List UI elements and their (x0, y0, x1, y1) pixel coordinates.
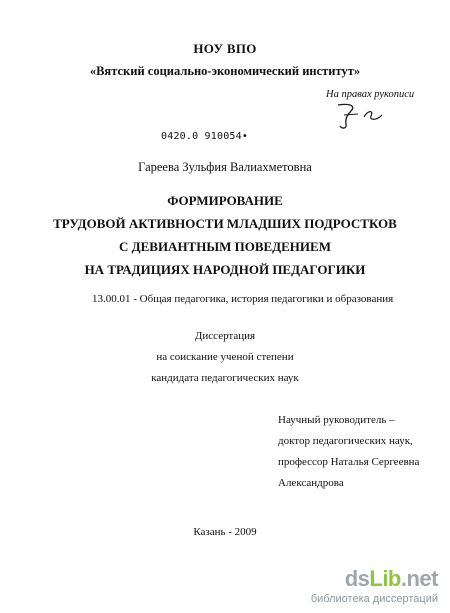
specialty-code: 13.00.01 - Общая педагогика, история педагогики и образования (92, 293, 394, 305)
supervisor-line-2: доктор педагогических наук, (278, 435, 413, 447)
degree-line-3: кандидата педагогических наук (151, 372, 299, 384)
dslib-logo: dsLib.net (344, 566, 438, 591)
title-line-4: НА ТРАДИЦИЯХ НАРОДНОЙ ПЕДАГОГИКИ (84, 262, 366, 277)
city-year: Казань - 2009 (193, 526, 257, 538)
degree-line-2: на соискание ученой степени (156, 351, 294, 363)
title-line-3: С ДЕВИАНТНЫМ ПОВЕДЕНИЕМ (119, 239, 331, 254)
organization-name: НОУ ВПО (193, 41, 257, 56)
supervisor-line-4: Александрова (278, 477, 344, 489)
title-line-1: ФОРМИРОВАНИЕ (167, 193, 283, 208)
author-name: Гареева Зульфия Валиахметовна (138, 160, 312, 174)
institute-name: «Вятский социально-экономический институт» (89, 64, 361, 78)
manuscript-rights-note: На правах рукописи (326, 89, 415, 100)
supervisor-line-1: Научный руководитель – (278, 414, 395, 426)
catalog-code: 0420.0 910054• (161, 131, 249, 142)
dslib-watermark (294, 564, 450, 613)
dslib-subtitle: библиотека диссертаций (310, 593, 438, 605)
title-line-2: ТРУДОВОЙ АКТИВНОСТИ МЛАДШИХ ПОДРОСТКОВ (53, 216, 397, 231)
supervisor-line-3: профессор Наталья Сергеевна (278, 456, 420, 468)
handwritten-signature (334, 101, 394, 131)
degree-line-1: Диссертация (194, 330, 256, 342)
